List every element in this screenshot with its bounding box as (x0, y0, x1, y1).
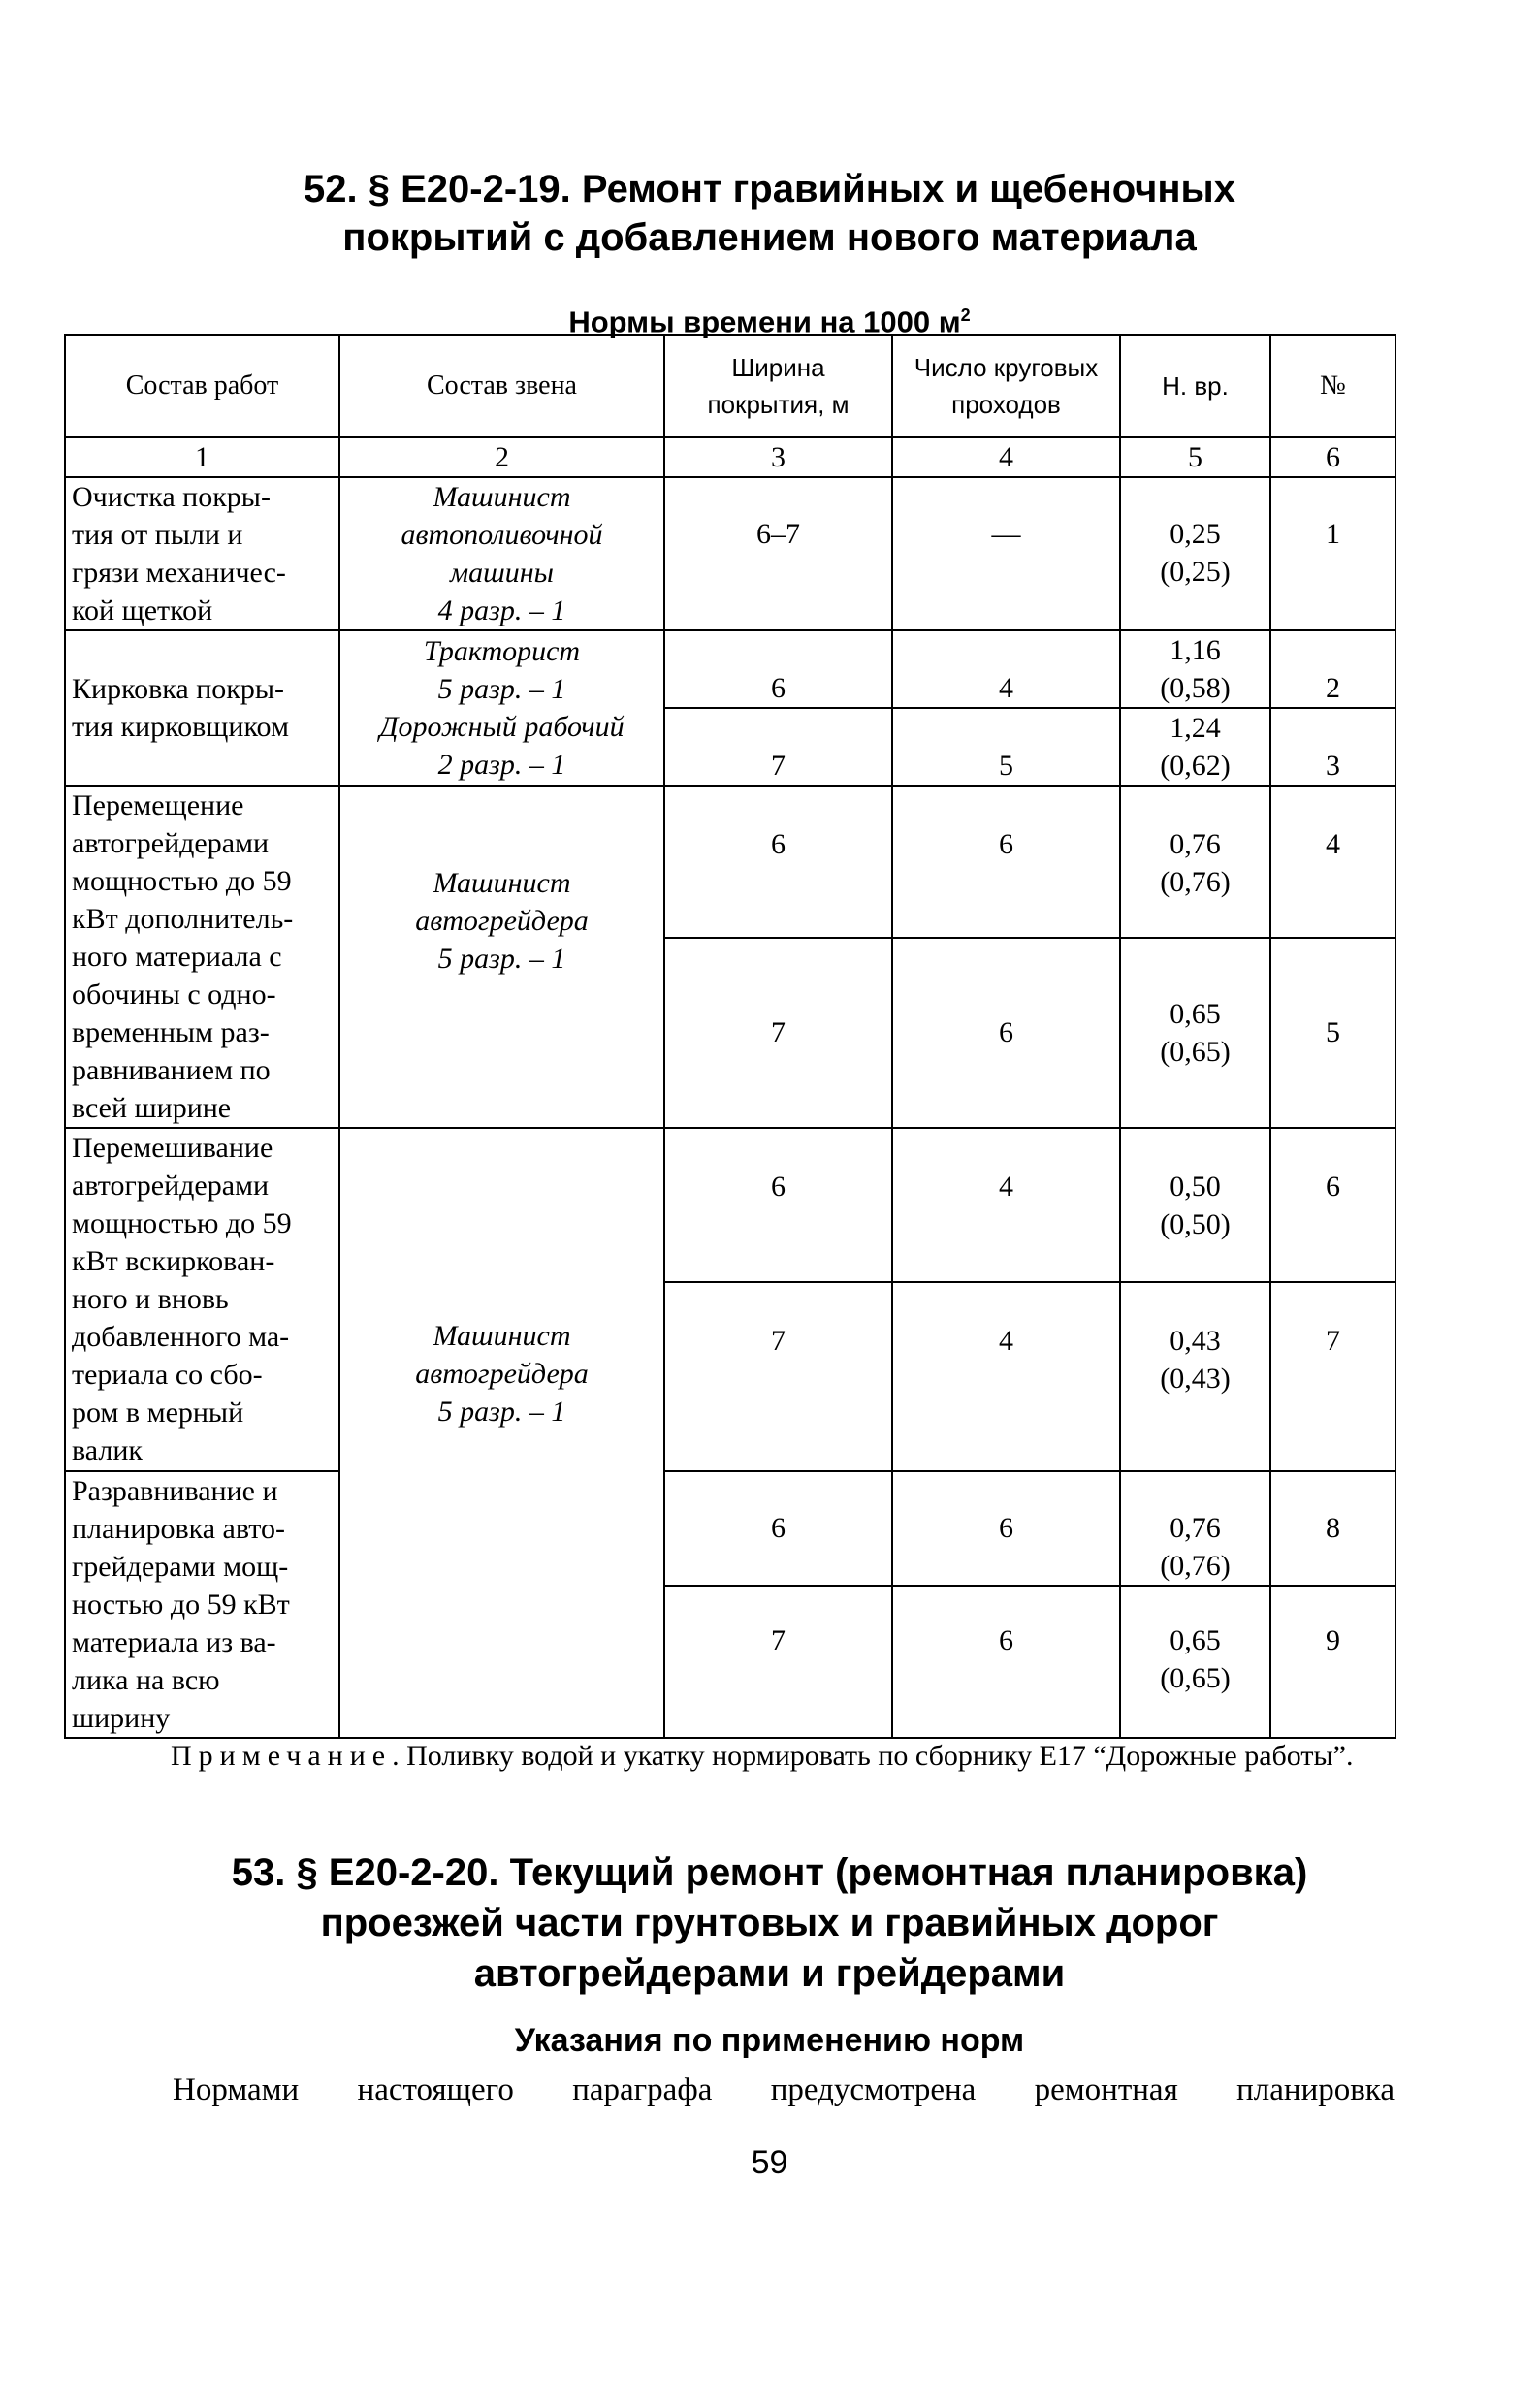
norm-value: 0,65 (1170, 997, 1221, 1030)
table-header-row (65, 335, 1395, 437)
page-number: 59 (751, 2144, 788, 2181)
work-line: планировка авто- (72, 1513, 285, 1545)
work-line: обочины с одно- (72, 979, 276, 1011)
passes-cell: 6 (892, 786, 1120, 938)
work-line: валик (72, 1434, 143, 1466)
note-label: Примечание (171, 1740, 393, 1772)
table-caption-text: Нормы времени на 1000 м (568, 305, 961, 339)
work-line: грейдерами мощ- (72, 1551, 289, 1583)
crew-line: Машинист (433, 1320, 571, 1352)
body-paragraph: Нормами настоящего параграфа предусмотрена ремонтная планировка (173, 2072, 1395, 2107)
norm-value-secondary: (0,76) (1160, 866, 1231, 898)
width-cell: 6 (664, 1471, 892, 1586)
norm-value: 0,25 (1170, 518, 1221, 550)
crew-cell (339, 1128, 664, 1738)
work-cell-mixing (65, 1128, 339, 1471)
work-cell-moving-material (65, 786, 339, 1128)
norm-value: 0,76 (1170, 828, 1221, 860)
work-line: Перемешивание (72, 1132, 273, 1164)
row-number: 8 (1270, 1471, 1395, 1586)
norm-value-secondary: (0,65) (1160, 1662, 1231, 1694)
section-53-line1: 53. § Е20-2-20. Текущий ремонт (ремонтная планировка) (231, 1851, 1308, 1894)
width-cell: 7 (664, 708, 892, 786)
row-number: 1 (1270, 477, 1395, 630)
norm-value: 0,43 (1170, 1325, 1221, 1357)
norm-cell (1120, 708, 1270, 786)
section-52-heading (0, 165, 1539, 262)
row-number: 6 (1270, 1128, 1395, 1282)
work-line: Разравнивание и (72, 1475, 278, 1507)
col-number: 6 (1270, 437, 1395, 477)
row-number: 5 (1270, 938, 1395, 1128)
work-cell-leveling (65, 1471, 339, 1738)
section-53-line3: автогрейдерами и грейдерами (473, 1952, 1066, 1995)
norm-cell (1120, 938, 1270, 1128)
passes-cell: 4 (892, 1128, 1120, 1282)
passes-cell: 4 (892, 1282, 1120, 1471)
norm-value-secondary: (0,76) (1160, 1550, 1231, 1582)
norm-cell (1120, 1586, 1270, 1738)
width-cell: 6 (664, 630, 892, 708)
work-line: Кирковка покры- (72, 673, 284, 705)
norm-value: 0,76 (1170, 1512, 1221, 1544)
work-line: ширину (72, 1702, 171, 1734)
passes-cell: 4 (892, 630, 1120, 708)
work-line: кВт дополнитель- (72, 903, 294, 935)
subheading: Указания по применению норм (514, 2022, 1025, 2059)
width-cell: 6–7 (664, 477, 892, 630)
section-53-heading (0, 1847, 1539, 1999)
crew-line: машины (450, 557, 554, 589)
width-cell: 7 (664, 1586, 892, 1738)
note-text: . Поливку водой и укатку нормировать по сборнику Е17 “Дорожные работы”. (392, 1740, 1354, 1772)
work-line: мощностью до 59 (72, 1207, 292, 1239)
passes-cell: 5 (892, 708, 1120, 786)
norm-value: 1,24 (1170, 712, 1221, 744)
norm-value-secondary: (0,50) (1160, 1208, 1231, 1240)
work-line: временным раз- (72, 1016, 270, 1048)
crew-cell (339, 786, 664, 1128)
header-work: Состав работ (65, 335, 339, 437)
work-line: териала со сбо- (72, 1359, 263, 1391)
work-line: равниванием по (72, 1054, 271, 1086)
row-number: 4 (1270, 786, 1395, 938)
header-num: № (1270, 335, 1395, 437)
row-number: 9 (1270, 1586, 1395, 1738)
header-passes: Число круговых проходов (892, 335, 1120, 437)
table-row (65, 1128, 1395, 1282)
work-line: ного и вновь (72, 1283, 229, 1315)
work-line: всей ширине (72, 1092, 232, 1124)
work-line: материала из ва- (72, 1626, 276, 1658)
work-line: Перемещение (72, 789, 244, 821)
crew-line: автогрейдера (415, 905, 589, 937)
work-line: тия кирковщиком (72, 711, 289, 743)
row-number: 3 (1270, 708, 1395, 786)
norm-value-secondary: (0,62) (1160, 750, 1231, 782)
passes-cell: 6 (892, 1586, 1120, 1738)
header-crew: Состав звена (339, 335, 664, 437)
work-line: ного материала с (72, 941, 282, 973)
crew-line: автополивочной (401, 519, 603, 551)
col-number: 3 (664, 437, 892, 477)
work-line: кВт вскиркован- (72, 1245, 275, 1277)
col-number: 1 (65, 437, 339, 477)
width-cell: 6 (664, 1128, 892, 1282)
passes-cell: 6 (892, 1471, 1120, 1586)
width-cell: 7 (664, 938, 892, 1128)
table-row (65, 630, 1395, 708)
work-cell-kirkovka (65, 630, 339, 786)
work-line: мощностью до 59 (72, 865, 292, 897)
crew-line: 5 разр. – 1 (437, 1396, 566, 1428)
crew-cell (339, 630, 664, 786)
table-row (65, 1471, 1395, 1586)
work-line: лика на всю (72, 1664, 220, 1696)
norm-value-secondary: (0,43) (1160, 1363, 1231, 1395)
section-53-line2: проезжей части грунтовых и гравийных дорог (320, 1902, 1219, 1944)
table-caption-sup: 2 (960, 305, 971, 325)
table-row (65, 477, 1395, 630)
work-line: добавленного ма- (72, 1321, 290, 1353)
crew-line: 5 разр. – 1 (437, 943, 566, 975)
norm-value-secondary: (0,65) (1160, 1035, 1231, 1068)
norm-cell (1120, 1471, 1270, 1586)
crew-line: Дорожный рабочий (379, 711, 625, 743)
work-cell-cleaning (65, 477, 339, 630)
column-number-row (65, 437, 1395, 477)
work-line: ностью до 59 кВт (72, 1589, 290, 1621)
norm-cell (1120, 1282, 1270, 1471)
work-line: грязи механичес- (72, 557, 286, 589)
crew-line: Машинист (433, 481, 571, 513)
crew-line: 5 разр. – 1 (437, 673, 566, 705)
norm-value-secondary: (0,25) (1160, 556, 1231, 588)
work-line: автогрейдерами (72, 827, 270, 859)
work-line: автогрейдерами (72, 1170, 270, 1202)
crew-line: автогрейдера (415, 1358, 589, 1390)
header-norm: Н. вр. (1120, 335, 1270, 437)
work-line: тия от пыли и (72, 519, 243, 551)
col-number: 2 (339, 437, 664, 477)
row-number: 2 (1270, 630, 1395, 708)
norm-value: 1,16 (1170, 634, 1221, 666)
crew-line: 4 разр. – 1 (437, 594, 566, 626)
width-cell: 7 (664, 1282, 892, 1471)
norm-value-secondary: (0,58) (1160, 672, 1231, 704)
crew-line: Машинист (433, 867, 571, 899)
crew-line: Тракторист (423, 635, 581, 667)
norm-cell (1120, 477, 1270, 630)
norm-cell (1120, 786, 1270, 938)
table-note (64, 1738, 1395, 1775)
norm-cell (1120, 1128, 1270, 1282)
crew-cell (339, 477, 664, 630)
table-row (65, 786, 1395, 938)
width-cell: 6 (664, 786, 892, 938)
crew-line: 2 разр. – 1 (437, 749, 566, 781)
col-number: 4 (892, 437, 1120, 477)
work-line: Очистка покры- (72, 481, 271, 513)
norm-value: 0,50 (1170, 1171, 1221, 1203)
norm-value: 0,65 (1170, 1624, 1221, 1656)
passes-cell: 6 (892, 938, 1120, 1128)
section-52-line1: 52. § Е20-2-19. Ремонт гравийных и щебеночных (304, 168, 1235, 210)
col-number: 5 (1120, 437, 1270, 477)
norms-table (64, 334, 1396, 1739)
work-line: ром в мерный (72, 1397, 244, 1429)
work-line: кой щеткой (72, 594, 213, 626)
header-width: Ширина покрытия, м (664, 335, 892, 437)
passes-cell: — (892, 477, 1120, 630)
norm-cell (1120, 630, 1270, 708)
row-number: 7 (1270, 1282, 1395, 1471)
section-52-line2: покрытий с добавлением нового материала (342, 216, 1197, 259)
